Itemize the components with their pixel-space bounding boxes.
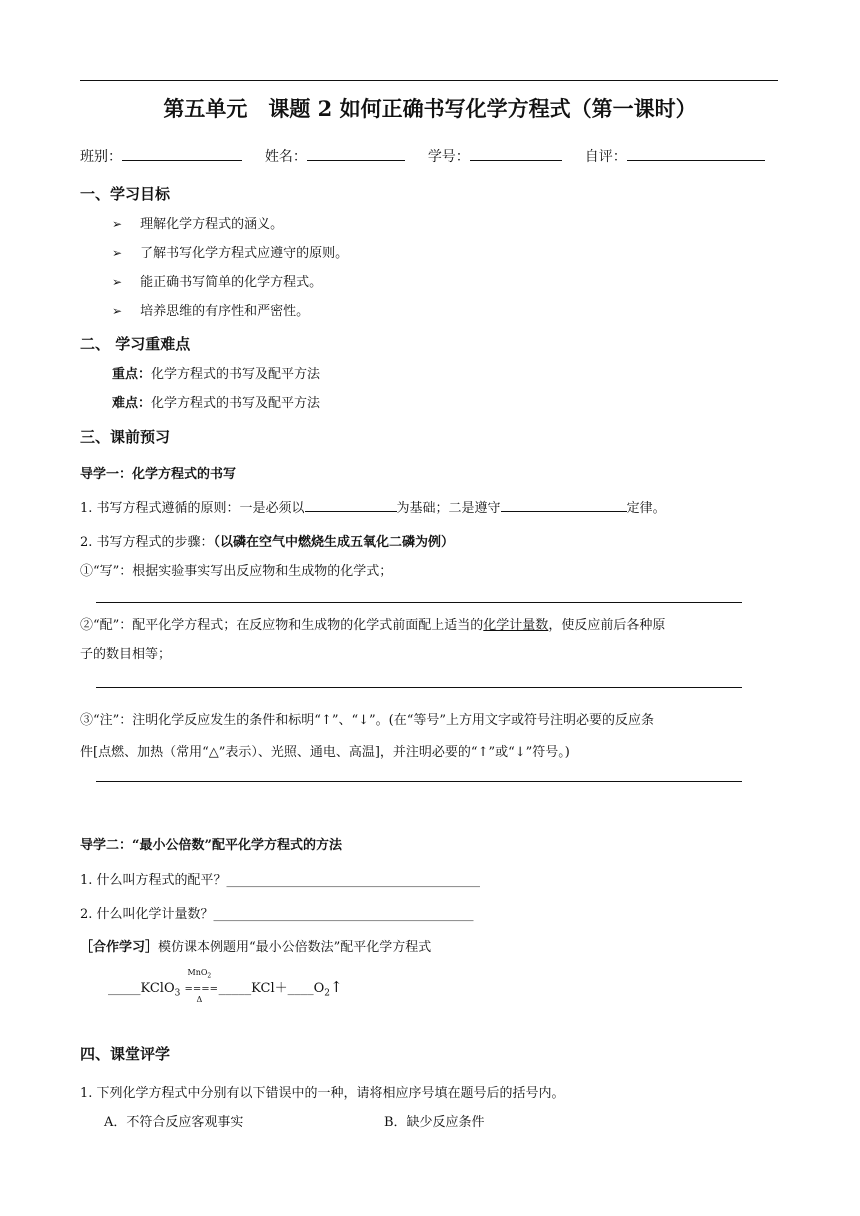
gas-arrow-icon: ↑: [330, 978, 343, 996]
info-row: [80, 146, 765, 166]
arrow-bullet-icon: ➢: [112, 275, 123, 289]
reaction-condition: [184, 968, 219, 1004]
arrow-bullet-icon: ➢: [112, 246, 123, 260]
assessment-q1: 1. 下列化学方程式中分别有以下错误中的一种，请将相应序号填在题号后的括号内。: [80, 1086, 565, 1101]
balance-equation: _____KClO$_3$ MnO$_2$ ==== Δ $\_\_\_\_\_KCl+\_\_\_\_O_2↑$: [108, 968, 343, 1004]
cooperative-learning: ［合作学习］模仿课本例题用“最小公倍数法”配平化学方程式: [80, 940, 432, 955]
difficult-point: 难点：化学方程式的书写及配平方法: [112, 396, 321, 411]
header-rule: [80, 80, 778, 81]
self-eval-label: 自评：: [584, 149, 627, 165]
answer-blank[interactable]: [305, 497, 397, 512]
name-field[interactable]: [307, 146, 405, 161]
step-annotate-cont: 件[点燃、加热（常用“△”表示）、光照、通电、高温]，并注明必要的“↑”或“↓”符号。): [80, 745, 570, 760]
preview-q2: 2. 书写方程式的步骤：（以磷在空气中燃烧生成五氧化二磷为例）: [80, 535, 455, 550]
catalyst-label: MnO$_2$: [187, 968, 212, 980]
section-heading-preview: 三、课前预习: [80, 428, 171, 446]
heat-symbol: Δ: [196, 995, 203, 1004]
student-id-field[interactable]: [470, 146, 562, 161]
equals-sign: ====: [184, 984, 219, 995]
preview-q1: 1. 书写方程式遵循的原则：一是必须以 为基础；二是遵守 定律。: [80, 497, 666, 516]
goal-item: ➢ 了解书写化学方程式应遵守的原则。: [112, 246, 349, 261]
guide1-title: 导学一：化学方程式的书写: [80, 467, 237, 482]
step-balance: ②“配”：配平化学方程式；在反应物和生成物的化学式前面配上适当的化学计量数，使反应前后各种原: [80, 618, 666, 633]
goal-item: ➢ 培养思维的有序性和严密性。: [112, 304, 310, 319]
name-label: 姓名：: [264, 149, 307, 165]
coefficient-blank[interactable]: ____: [287, 981, 314, 996]
page-title: 第五单元 课题 2 如何正确书写化学方程式（第一课时）: [163, 96, 697, 121]
step-write: ①“写”：根据实验事实写出反应物和生成物的化学式；: [80, 564, 393, 579]
class-label: 班别：: [80, 149, 122, 165]
option-a: A．不符合反应客观事实: [104, 1115, 244, 1130]
goal-item: ➢ 理解化学方程式的涵义。: [112, 217, 284, 232]
step-annotate: ③“注”：注明化学反应发生的条件和标明“↑”、“↓”。(在“等号”上方用文字或符号注明必要的反应条: [80, 713, 655, 728]
answer-line[interactable]: [96, 687, 742, 688]
class-field[interactable]: [122, 146, 242, 161]
step-balance-cont: 子的数目相等；: [80, 647, 172, 662]
student-id-label: 学号：: [427, 149, 470, 165]
section-heading-goals: 一、学习目标: [80, 185, 171, 203]
option-b: B．缺少反应条件: [384, 1115, 485, 1130]
answer-line[interactable]: [96, 602, 742, 603]
coefficient-blank[interactable]: _____: [218, 981, 252, 996]
answer-blank[interactable]: [501, 497, 627, 512]
section-heading-keypoints: 二、 学习重难点: [80, 335, 191, 353]
goal-item: ➢ 能正确书写简单的化学方程式。: [112, 275, 323, 290]
self-eval-field[interactable]: [627, 146, 765, 161]
guide2-q1: 1. 什么叫方程式的配平？_______________________________________: [80, 873, 481, 888]
arrow-bullet-icon: ➢: [112, 304, 123, 318]
guide2-title: 导学二：“最小公倍数”配平化学方程式的方法: [80, 838, 342, 853]
arrow-bullet-icon: ➢: [112, 217, 123, 231]
guide2-q2: 2. 什么叫化学计量数？________________________________________: [80, 907, 474, 922]
section-heading-assessment: 四、课堂评学: [80, 1045, 171, 1063]
coefficient-blank[interactable]: _____: [108, 981, 141, 996]
key-point: 重点：化学方程式的书写及配平方法: [112, 367, 321, 382]
answer-line[interactable]: [96, 781, 742, 782]
